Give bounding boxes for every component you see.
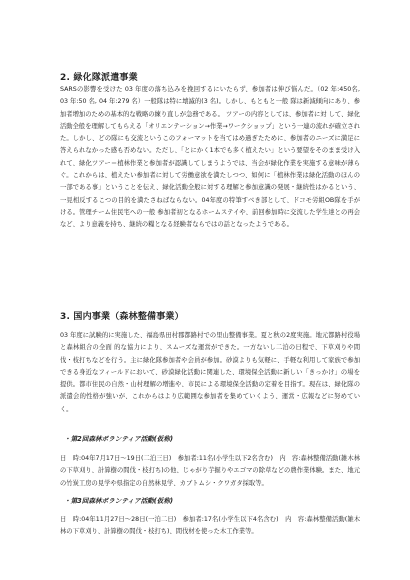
section-3-body: 03 年度に試験的に実施した、福島県田村郡都路村での里山整備事業。夏と秋の2度実施。地元都路村役場と森林組合の全面 的な協力により、スムーズな運営ができた。一方ないし二泊の日程で、下草刈りや間伐・枝打ちなどを行う。主に緑化隊参加者や会員が参加。砂漠よりも気軽に、手軽な利用して家族で参加できる身近なフィールドにおいて、砂漠緑化活動に関連した、環境保全活動に新しい「きっかけ」の場を提供。都市住民の自然・山村理解の増進や、市民による環境保全活動の定着を目指す。現在は、緑化隊の派遣会的性格が強いが、これからはより広範囲な参加者を集めていくよう、運営・広報などに努めていく。 xyxy=(60,332,360,413)
event-1-title: ・第2回森林ボランティア活動(仮称) xyxy=(64,435,173,443)
section-2-heading: 2. 緑化隊派遣事業 xyxy=(60,73,138,83)
event-2-title: ・第3回森林ボランティア活動(仮称) xyxy=(64,497,173,505)
event-2-body: 日 時:04年11月27日〜28日(一泊二日) 参加者:17名(小学生以下4名含む) 内 容:森林整備活動(雑木林の下草刈り、計算樹の間伐・枝打ち)、間伐材を使った木工作業等。 xyxy=(60,516,360,536)
event-1-body: 日 時:04年7月17日〜19日(二泊三日) 参加者:11名(小学生以下2名含む) 内 容:森林整備活動(雑木林の下草刈り、計算樹の間伐・枝打ち)の他、じゃがり芋掘りやエゴマの除草などの農作業体験。また、地元の竹炭工房の見学や県指定の自然林見学、カブトムシ・クワガタ採取等。 xyxy=(60,455,360,487)
section-2-body: SARSの影響を受けた 03 年度の落ち込みを挽回するにいたらず、参加者は伸び悩んだ。（02 年:450名, 03 年:50 名, 04 年:279 名）一般隊は特に壊滅的(3 名)。しかし、もともと一般 隊は新減傾向にあり、参加者増加のための基本的な戦略の練り直しが急務である。 ツアーの内容としては、参加者に対 して、緑化活動全般を理解してもらえる「オリエンテーション→作業→ワークショップ」という一連の流れが確立された。しかし、どの隊にも交流というこのフォーマットを当てはめ過ぎたために、参加者のニーズに満足に答えられなかった感も否めない。ただし、「とにかく1本でも多く植えたい」という要望をそのまま受け入れて、緑化ツアー＝植林作業と参加者が認識してしまうようでは、当会が緑化作業を実施する意味が薄らぐ。これからは、植えたい参加者に対して労働意欲を満たしつつ、如何に「植林作業は緑化活動のほんの一部である事」ということを伝え、緑化活動全般に対する理解と参加意識の発展・継続性はかるという、一見相反するこつの目的を満たさねばならない。04年度の特筆すべき部として、ドコモ労組OB隊を手がける。管理チーム住民宅への一般 参加者初となるホームステイや、前回参加時に交流した学生達との再会など、より意義を持ち、継続の糧となる経験者ならではの話となったようである。 xyxy=(60,86,360,229)
section-3-heading: 3. 国内事業（森林整備事業） xyxy=(60,312,184,322)
